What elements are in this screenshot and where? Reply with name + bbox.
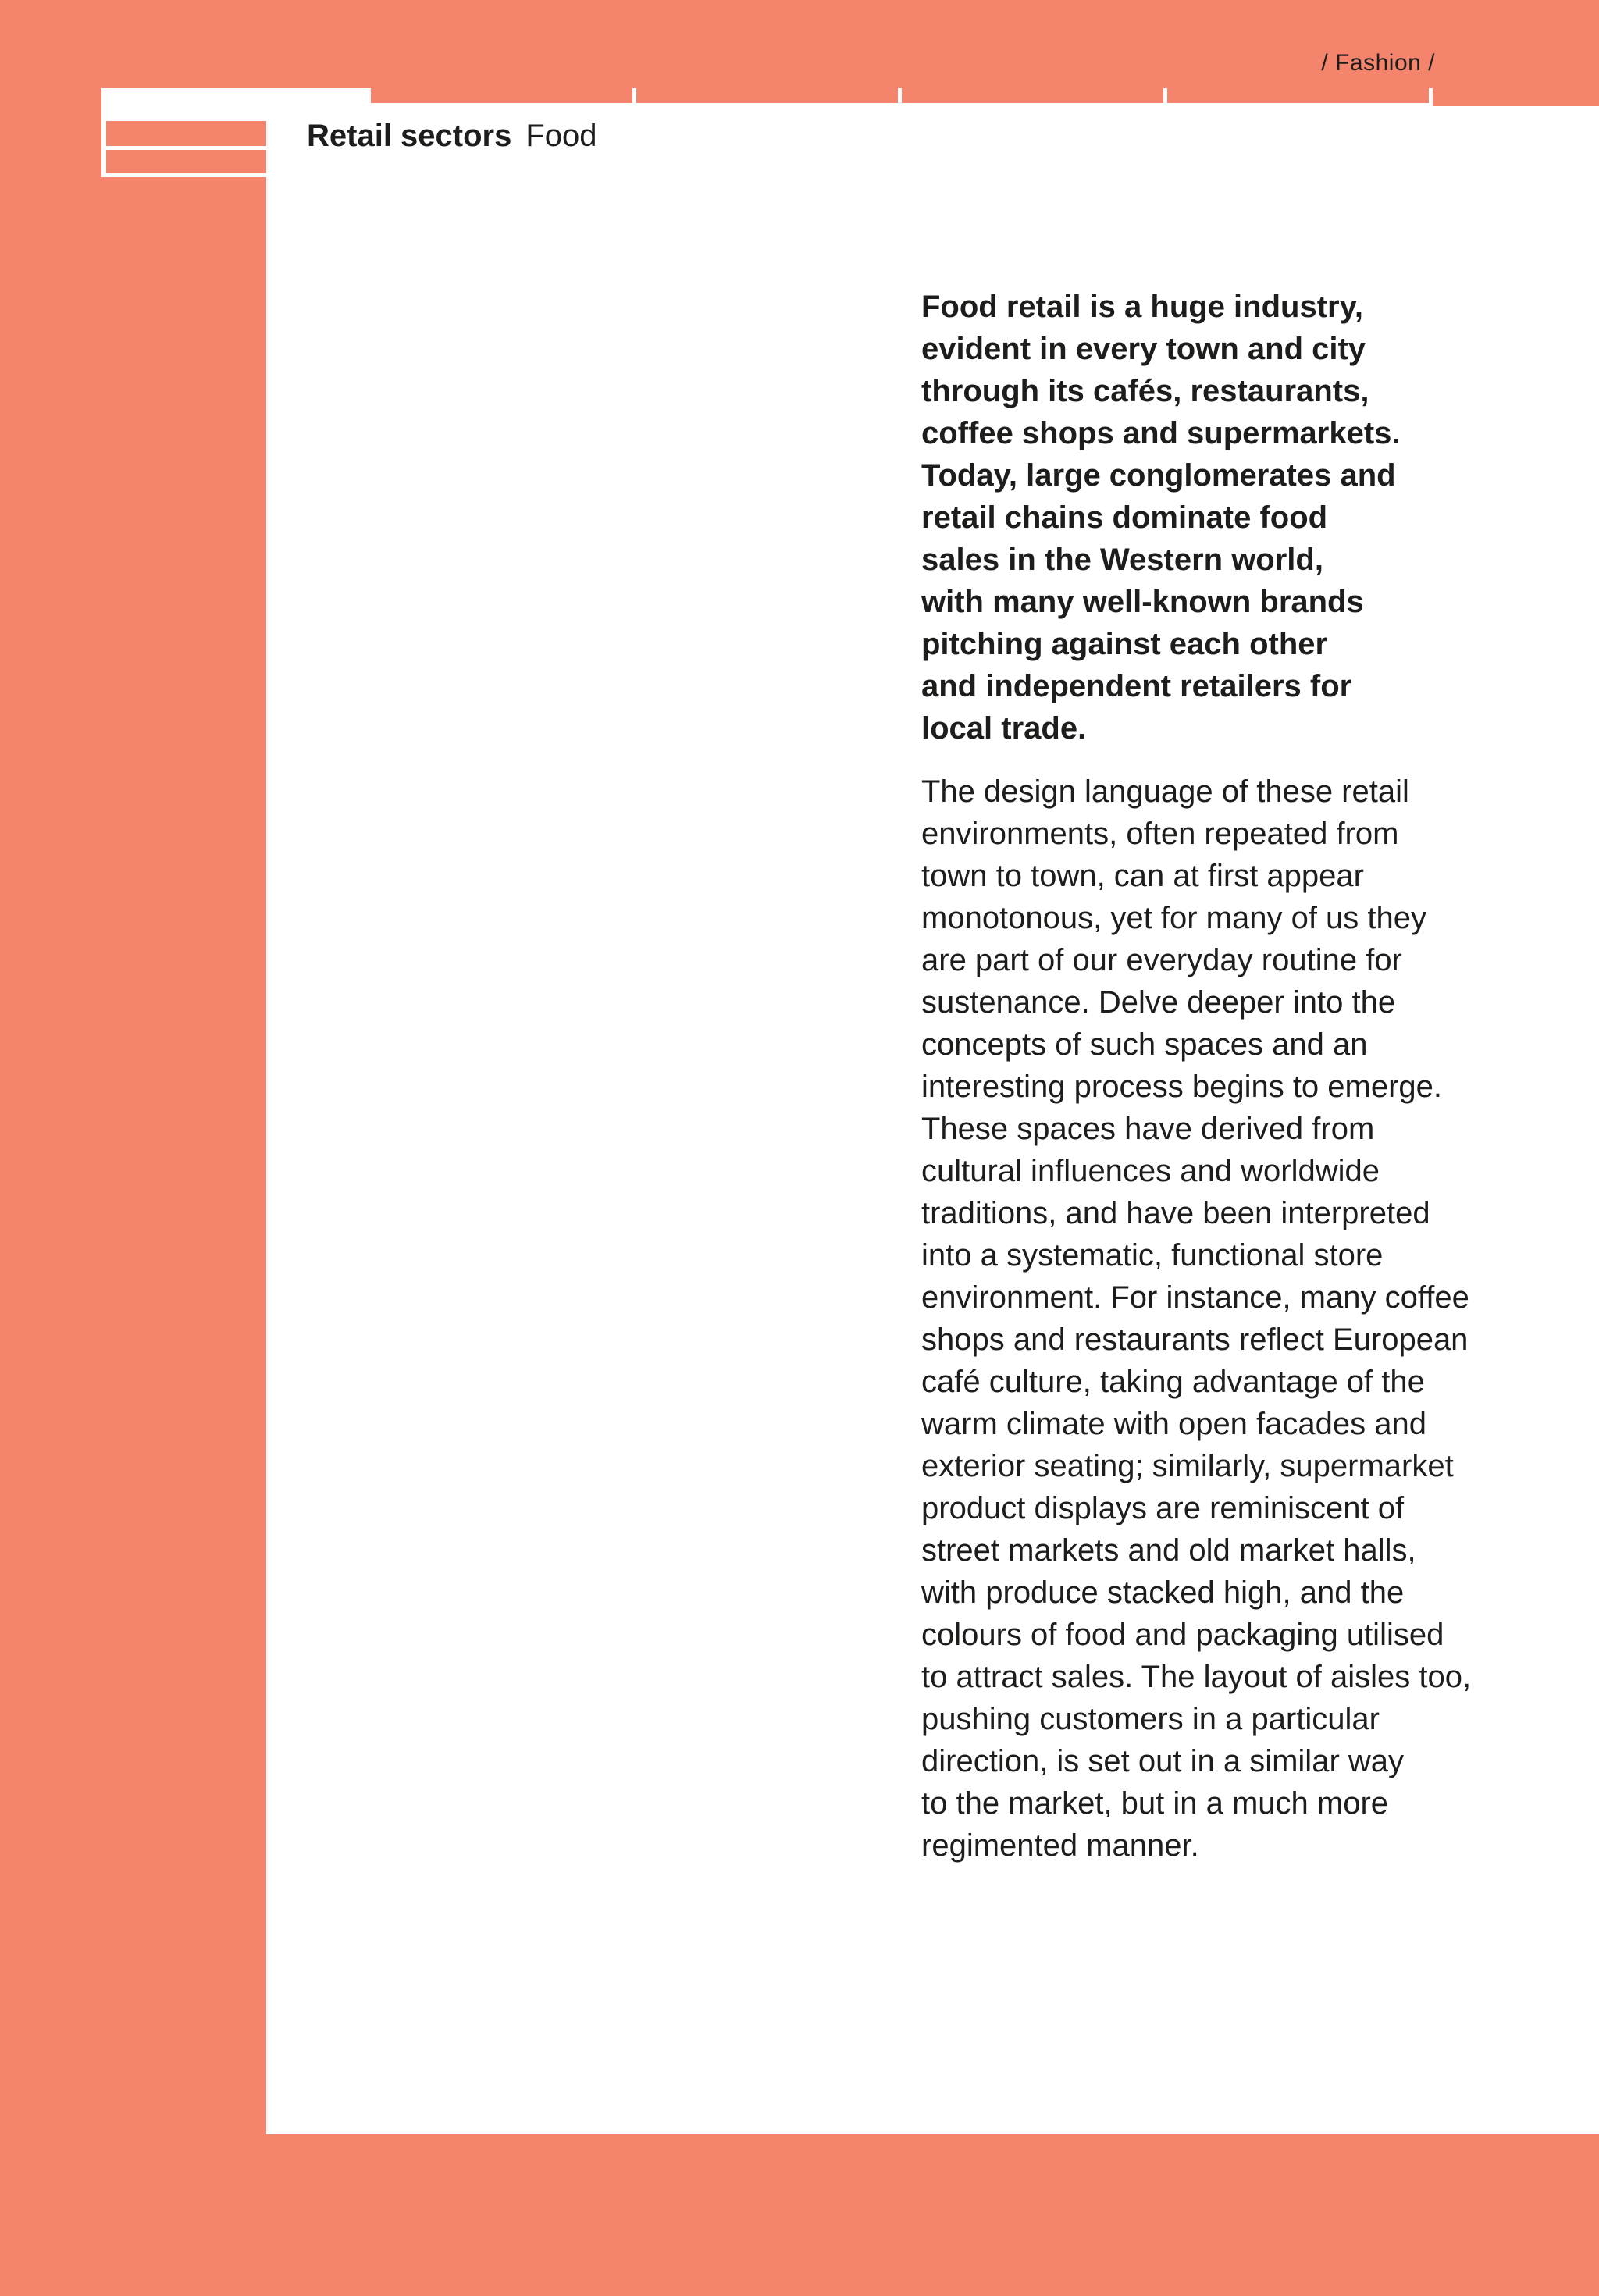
lead-paragraph: Food retail is a huge industry, evident in every town and city through its cafés, restaurants, coffee shops and supermarkets. Today, large conglomerates and retail chains dominate food sales in the Western world, with many well-known brands pitching against each other and independent retailers for local trade. [921,290,1401,746]
top-right-fill [1433,88,1599,106]
left-tab-2 [106,150,266,173]
section-subtitle: Food [525,119,597,153]
breadcrumb: / Fashion / [1321,50,1435,76]
section-label: Retail sectors [307,119,512,153]
nav-tab-3 [902,88,1163,103]
nav-tab-1 [371,88,632,103]
nav-tab-2 [636,88,898,103]
left-tab-1 [106,121,266,146]
section-header [307,119,597,154]
nav-tab-4 [1167,88,1429,103]
body-paragraph: The design language of these retail environments, often repeated from town to town, can at first appear monotonous, yet for many of us they are part of our everyday routine for sustenance. Delve deeper into the concepts of such spaces and an interesting process begins to emerge. These spaces have derived from cultural influences and worldwide traditions, and have been interpreted into a systematic, functional store environment. For instance, many coffee shops and restaurants reflect European café culture, taking advantage of the warm climate with open facades and exterior seating; similarly, supermarket product displays are reminiscent of street markets and old market halls, with produce stacked high, and the colours of food and packaging utilised to attract sales. The layout of aisles too, pushing customers in a particular direction, is set out in a similar way to the market, but in a much more regimented manner. [921,774,1472,1863]
